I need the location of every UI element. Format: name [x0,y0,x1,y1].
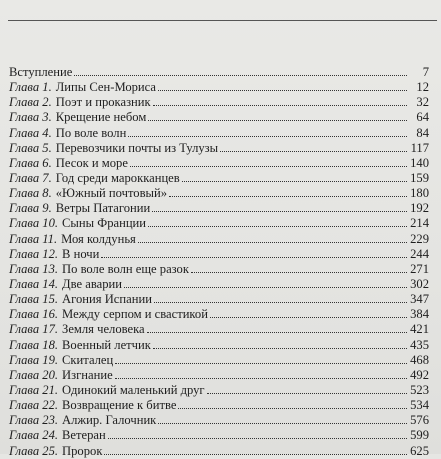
toc-entry-page: 435 [410,337,429,352]
toc-entry-page: 7 [422,65,429,79]
toc-entry-chapter [9,368,429,383]
leader-dots [148,226,407,227]
chapter-label [9,110,52,125]
toc-entry-title: Моя колдунья [61,231,136,246]
toc-entry-page: 192 [410,201,429,216]
chapter-label [9,292,58,307]
leader-dots [191,272,407,273]
toc-entry-page: 159 [410,170,429,185]
toc-entry-intro [9,65,429,80]
toc-entry-page: 468 [410,352,429,367]
chapter-number: 10. [42,216,59,231]
chapter-number: 1. [42,80,52,95]
chapter-label [9,171,52,186]
chapter-word: Глава [9,261,40,276]
chapter-label [9,338,58,353]
toc-entry-title: По воле волн еще разок [62,261,189,276]
toc-entry-title: Ветеран [62,428,106,443]
toc-entry-page: 599 [410,428,429,443]
toc-entry-chapter [9,216,429,231]
leader-dots [158,423,407,424]
chapter-number: 18. [42,337,59,352]
chapter-word: Глава [9,140,40,155]
chapter-number: 4. [42,125,52,140]
toc-entry-chapter [9,428,429,443]
chapter-number: 23. [42,413,59,428]
chapter-label [9,307,58,322]
chapter-number: 3. [42,110,52,125]
chapter-label [9,322,58,337]
chapter-word: Глава [9,428,40,443]
chapter-word: Глава [9,413,40,428]
chapter-label [9,353,58,368]
toc-entry-title: Сыны Франции [62,216,147,231]
chapter-word: Глава [9,398,40,413]
chapter-number: 6. [42,155,52,170]
chapter-label [9,247,58,262]
toc-entry-page: 302 [410,276,429,291]
toc-entry-title: Поэт и проказник [55,95,151,110]
chapter-label [9,186,52,201]
toc-entry-chapter [9,232,429,247]
chapter-number: 12. [42,246,59,261]
toc-entry-chapter [9,156,429,171]
chapter-word: Глава [9,367,40,382]
chapter-number: 11. [42,231,58,246]
chapter-label [9,368,58,383]
chapter-label [9,126,52,141]
toc-entry-chapter [9,383,429,398]
toc-entry-title: Вступление [9,65,73,79]
leader-dots [220,151,407,152]
toc-entry-chapter [9,141,429,156]
table-of-contents [9,65,429,459]
leader-dots [207,393,407,394]
toc-entry-chapter [9,398,429,413]
toc-entry-page: 180 [410,186,429,201]
chapter-label [9,80,52,95]
toc-entry-title: Между серпом и свастикой [62,307,208,322]
toc-entry-page: 523 [410,382,429,397]
toc-entry-chapter [9,186,429,201]
leader-dots [158,90,407,91]
chapter-number: 5. [42,140,52,155]
chapter-word: Глава [9,155,40,170]
chapter-label [9,201,52,216]
leader-dots [128,136,407,137]
toc-entry-page: 492 [410,367,429,382]
chapter-word: Глава [9,201,40,216]
chapter-word: Глава [9,307,40,322]
chapter-word: Глава [9,246,40,261]
chapter-label [9,232,57,247]
chapter-list [9,80,429,459]
leader-dots [210,317,407,318]
leader-dots [182,181,407,182]
toc-entry-title: Песок и море [55,155,128,170]
leader-dots [147,332,407,333]
toc-entry-title: Изгнание [62,367,113,382]
leader-dots [148,120,407,121]
chapter-number: 14. [42,276,59,291]
chapter-number: 17. [42,322,59,337]
chapter-number: 9. [42,201,52,216]
chapter-word: Глава [9,337,40,352]
chapter-label [9,262,58,277]
chapter-number: 13. [42,261,59,276]
toc-entry-page: 384 [410,307,429,322]
chapter-word: Глава [9,231,40,246]
toc-entry-title: Две аварии [62,276,122,291]
chapter-label [9,141,52,156]
toc-entry-page: 244 [410,246,429,261]
toc-entry-page: 117 [410,140,429,155]
toc-entry-title: По воле волн [55,125,127,140]
chapter-word: Глава [9,216,40,231]
toc-entry-title: Скиталец [62,352,114,367]
toc-entry-page: 214 [410,216,429,231]
toc-entry-chapter [9,413,429,428]
toc-entry-page: 84 [416,125,429,140]
chapter-label [9,277,58,292]
toc-entry-chapter [9,95,429,110]
toc-entry-chapter [9,444,429,459]
toc-entry-title: Одинокий маленький друг [62,382,205,397]
chapter-number: 19. [42,352,59,367]
leader-dots [152,211,407,212]
toc-entry-chapter [9,338,429,353]
toc-entry-title: Земля человека [62,322,145,337]
toc-entry-page: 64 [416,110,429,125]
chapter-word: Глава [9,80,40,95]
leader-dots [101,257,407,258]
toc-entry-chapter [9,277,429,292]
toc-entry-chapter [9,292,429,307]
toc-entry-chapter [9,126,429,141]
toc-entry-title: Алжир. Галочник [62,413,157,428]
toc-entry-chapter [9,201,429,216]
chapter-word: Глава [9,276,40,291]
toc-entry-page: 229 [410,231,429,246]
chapter-number: 22. [42,398,59,413]
leader-dots [124,287,407,288]
toc-entry-title: В ночи [62,246,100,261]
chapter-word: Глава [9,125,40,140]
chapter-label [9,156,52,171]
toc-entry-title: Год среди марокканцев [55,170,180,185]
chapter-label [9,383,58,398]
toc-entry-page: 140 [410,155,429,170]
chapter-number: 2. [42,95,52,110]
chapter-word: Глава [9,382,40,397]
toc-entry-page: 421 [410,322,429,337]
leader-dots [178,408,407,409]
leader-dots [108,438,407,439]
chapter-number: 8. [42,186,52,201]
toc-entry-page: 32 [416,95,429,110]
leader-dots [153,348,407,349]
toc-entry-page: 271 [410,261,429,276]
leader-dots [74,75,407,76]
toc-entry-page: 347 [410,292,429,307]
chapter-word: Глава [9,170,40,185]
toc-entry-title: Военный летчик [62,337,151,352]
toc-entry-title: Перевозчики почты из Тулузы [55,140,219,155]
chapter-word: Глава [9,322,40,337]
chapter-number: 16. [42,307,59,322]
chapter-word: Глава [9,110,40,125]
toc-entry-page: 534 [410,398,429,413]
chapter-number: 24. [42,428,59,443]
chapter-word: Глава [9,292,40,307]
toc-entry-page: 576 [410,413,429,428]
toc-entry-chapter [9,110,429,125]
toc-entry-title: Пророк [62,443,103,458]
chapter-number: 25. [42,443,59,458]
chapter-word: Глава [9,95,40,110]
toc-entry-chapter [9,307,429,322]
chapter-number: 21. [42,382,59,397]
toc-entry-chapter [9,262,429,277]
toc-entry-title: Ветры Патагонии [55,201,151,216]
toc-entry-page: 625 [410,443,429,458]
toc-entry-chapter [9,247,429,262]
chapter-label [9,95,52,110]
toc-entry-chapter [9,80,429,95]
leader-dots [115,363,407,364]
leader-dots [138,242,407,243]
chapter-word: Глава [9,443,40,458]
toc-entry-title: Агония Испании [62,292,152,307]
chapter-label [9,398,58,413]
chapter-number: 7. [42,170,52,185]
toc-entry-page: 12 [416,80,429,95]
toc-entry-title: Крещение небом [55,110,147,125]
toc-entry-chapter [9,353,429,368]
toc-entry-title: Липы Сен-Мориса [55,80,156,95]
chapter-label [9,216,58,231]
chapter-word: Глава [9,352,40,367]
chapter-label [9,413,58,428]
leader-dots [169,196,407,197]
leader-dots [153,105,407,106]
chapter-number: 20. [42,367,59,382]
toc-entry-title: Возвращение к битве [62,398,177,413]
chapter-number: 15. [42,292,59,307]
chapter-word: Глава [9,186,40,201]
toc-entry-chapter [9,171,429,186]
toc-entry-chapter [9,322,429,337]
leader-dots [115,378,407,379]
chapter-label [9,428,58,443]
toc-entry-title: «Южный почтовый» [55,186,168,201]
leader-dots [130,166,407,167]
leader-dots [154,302,407,303]
chapter-label [9,444,58,459]
top-divider [8,20,437,21]
